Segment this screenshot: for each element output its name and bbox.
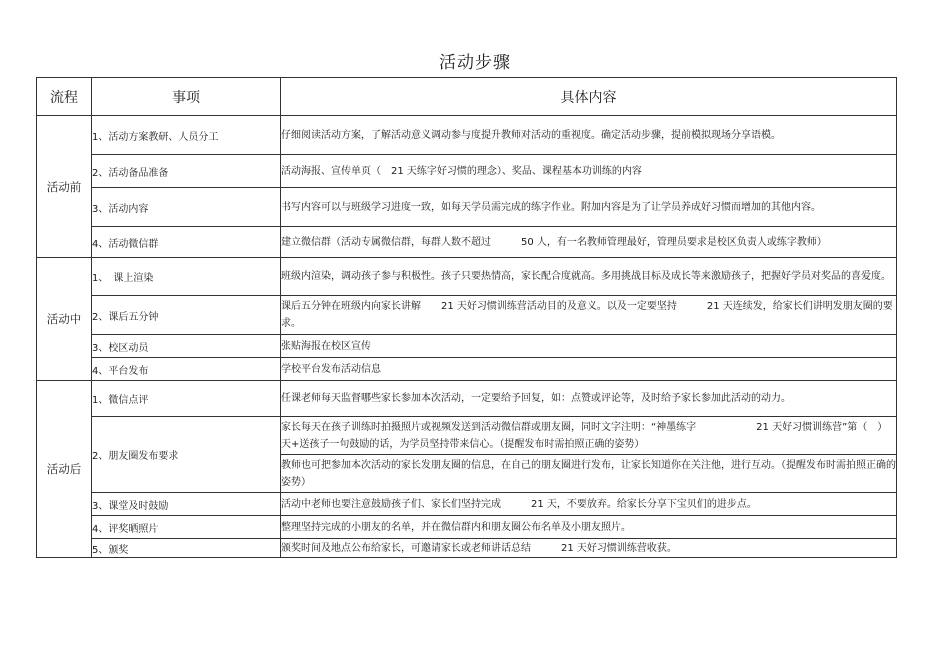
item-cell: 2、朋友圈发布要求: [92, 417, 281, 493]
content-cell: 活动中老师也要注意鼓励孩子们、家长们坚持完成 21 天，不要放弃。给家长分享下宝贝们的进步点。: [281, 493, 897, 516]
item-cell: 2、活动备品准备: [92, 155, 281, 188]
content-cell: 整理坚持完成的小朋友的名单，并在微信群内和朋友圈公布名单及小朋友照片。: [281, 516, 897, 539]
item-cell: 1、微信点评: [92, 381, 281, 417]
table-header-row: [37, 78, 897, 116]
item-cell: 3、校区动员: [92, 335, 281, 358]
table-row: [37, 381, 897, 417]
item-cell: 5、颁奖: [92, 539, 281, 558]
table-row: [37, 539, 897, 558]
table-row: [37, 188, 897, 227]
table-row: [37, 116, 897, 155]
item-cell: 1、活动方案教研、人员分工: [92, 116, 281, 155]
content-cell: 活动海报、宣传单页（ 21 天练字好习惯的理念）、奖品、课程基本功训练的内容: [281, 155, 897, 188]
header-item: 事项: [92, 78, 281, 116]
header-flow: 流程: [37, 78, 92, 116]
table-row: [37, 516, 897, 539]
content-cell: 颁奖时间及地点公布给家长，可邀请家长或老师讲话总结 21 天好习惯训练营收获。: [281, 539, 897, 558]
content-cell: 任课老师每天监督哪些家长参加本次活动，一定要给予回复，如：点赞或评论等，及时给予家长参加此活动的动力。: [281, 381, 897, 417]
item-cell: 4、活动微信群: [92, 227, 281, 258]
table-row: [37, 417, 897, 455]
content-cell: 课后五分钟在班级内向家长讲解 21 天好习惯训练营活动目的及意义。以及一定要坚持 21 天连续发，给家长们讲明发朋友圈的要求。: [281, 296, 897, 335]
page-title: 活动步骤: [439, 53, 511, 73]
table-row: [37, 335, 897, 358]
phase-during: 活动中: [37, 258, 92, 381]
content-cell: 建立微信群（活动专属微信群，每群人数不超过 50 人，有一名教师管理最好，管理员要求是校区负责人或练字教师）: [281, 227, 897, 258]
steps-table: [36, 77, 897, 558]
content-cell: 仔细阅读活动方案，了解活动意义调动参与度提升教师对活动的重视度。确定活动步骤，提前模拟现场分享语模。: [281, 116, 897, 155]
item-cell: 4、评奖晒照片: [92, 516, 281, 539]
content-cell: 书写内容可以与班级学习进度一致，如每天学员需完成的练字作业。附加内容是为了让学员养成好习惯而增加的其他内容。: [281, 188, 897, 227]
content-cell: 班级内渲染，调动孩子参与积极性。孩子只要热情高，家长配合度就高。多用挑战目标及成长等来激励孩子，把握好学员对奖品的喜爱度。: [281, 258, 897, 296]
item-cell: 3、活动内容: [92, 188, 281, 227]
item-cell: 3、课堂及时鼓励: [92, 493, 281, 516]
header-content: 具体内容: [281, 78, 897, 116]
content-cell: 教师也可把参加本次活动的家长发朋友圈的信息，在自己的朋友圈进行发布，让家长知道你在关注他，进行互动。（提醒发布时需拍照正确的姿势）: [281, 455, 897, 493]
item-cell: 2、课后五分钟: [92, 296, 281, 335]
table-row: [37, 227, 897, 258]
table-row: [37, 493, 897, 516]
phase-after: 活动后: [37, 381, 92, 558]
content-cell: 家长每天在孩子训练时拍摄照片或视频发送到活动微信群或朋友圈，同时文字注明：“神墨练字 21 天好习惯训练营”第（ ）天+送孩子一句鼓励的话，为学员坚持带来信心。（提醒发布时需拍照正确的姿势）: [281, 417, 897, 455]
table-row: [37, 296, 897, 335]
table-row: [37, 358, 897, 381]
content-cell: 学校平台发布活动信息: [281, 358, 897, 381]
table-row: [37, 155, 897, 188]
phase-before: 活动前: [37, 116, 92, 258]
content-cell: 张贴海报在校区宣传: [281, 335, 897, 358]
table-row: [37, 258, 897, 296]
item-cell: 1、 课上渲染: [92, 258, 281, 296]
item-cell: 4、平台发布: [92, 358, 281, 381]
